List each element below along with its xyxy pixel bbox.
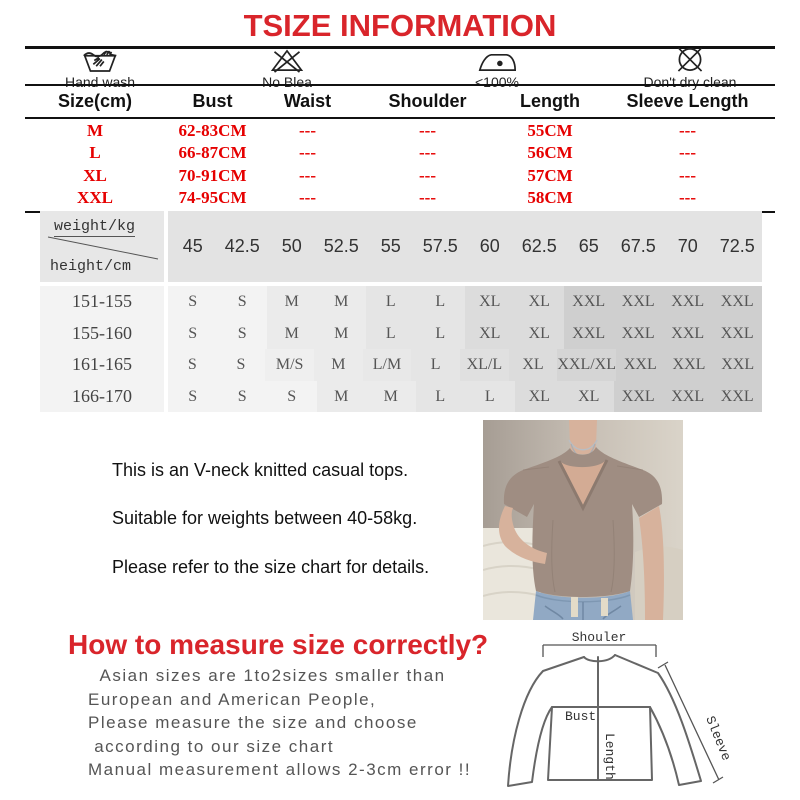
size-table-header-cell: Shoulder: [388, 91, 467, 111]
fit-matrix-weight-cell: 62.5: [515, 211, 565, 282]
size-table-row: [25, 142, 775, 164]
care-label: Don't dry clean: [643, 74, 737, 90]
fit-matrix-size-cell: S: [168, 318, 218, 350]
fit-matrix-height-cell: 151-155: [40, 286, 168, 318]
fit-matrix-size-cell: XXL: [665, 349, 714, 381]
fit-matrix-row: [40, 349, 762, 381]
measure-text-line: Please measure the size and choose: [88, 713, 418, 732]
fit-matrix-size-cell: XXL: [663, 381, 713, 413]
size-table-header-cell: Sleeve Length: [626, 91, 749, 111]
fit-matrix-weight-cell: 57.5: [416, 211, 466, 282]
fit-matrix-size-cell: XXL/XL: [557, 349, 616, 381]
corner-weight-label: weight/kg: [54, 218, 136, 235]
fit-matrix-weight-cell: 72.5: [713, 211, 763, 282]
measure-text-line: Asian sizes are 1to2sizes smaller than: [88, 666, 446, 685]
fit-matrix-body: [40, 286, 762, 412]
fit-matrix-size-cell: XXL: [614, 318, 664, 350]
fit-matrix-size-cell: XL: [515, 286, 565, 318]
fit-matrix-weight-cell: 45: [168, 211, 218, 282]
fit-matrix-size-cell: L: [416, 381, 466, 413]
fit-matrix-weight-cell: 55: [366, 211, 416, 282]
fit-matrix-weight-cell: 52.5: [317, 211, 367, 282]
size-table-header-cell: Length: [520, 91, 580, 111]
fit-matrix-size-cell: XXL: [614, 381, 664, 413]
size-table-row: [25, 187, 775, 209]
fit-matrix-weight-cell: 67.5: [614, 211, 664, 282]
fit-matrix-size-cell: L: [366, 318, 416, 350]
fit-matrix-size-cell: XXL: [663, 286, 713, 318]
size-table-cell: 66-87CM: [178, 143, 247, 163]
size-table-cell: 74-95CM: [178, 187, 247, 207]
fit-matrix-size-cell: M: [317, 318, 367, 350]
diagram-bust-label: Bust: [565, 709, 597, 724]
corner-height-label: height/cm: [50, 258, 132, 275]
fit-matrix-size-cell: XL: [465, 318, 515, 350]
fit-matrix-row: [40, 381, 762, 413]
page-title: TSIZE INFORMATION: [243, 8, 557, 43]
fit-matrix-size-cell: M: [317, 381, 367, 413]
fit-matrix-size-cell: M: [314, 349, 363, 381]
no-dry-clean-icon: [605, 50, 775, 73]
size-table-row: [25, 120, 775, 142]
size-table-cell: 55CM: [527, 121, 573, 140]
care-label: <100%: [475, 74, 519, 90]
fit-matrix-size-cell: M/S: [265, 349, 314, 381]
care-label: No Blea: [262, 74, 312, 90]
size-table-cell: ---: [419, 187, 436, 207]
measure-text-line: Manual measurement allows 2-3cm error !!: [88, 760, 472, 779]
fit-matrix-size-cell: S: [218, 318, 268, 350]
fit-matrix-size-cell: XL: [465, 286, 515, 318]
size-table-header-row: [25, 86, 775, 119]
size-table-cell: ---: [679, 121, 696, 140]
fit-matrix-size-cell: XXL: [663, 318, 713, 350]
no-bleach-icon: [202, 50, 372, 73]
size-table-cell: ---: [419, 121, 436, 140]
fit-matrix-size-cell: S: [168, 349, 217, 381]
fit-matrix-size-cell: XXL: [564, 286, 614, 318]
measure-heading: How to measure size correctly?: [68, 629, 489, 660]
fit-matrix-size-cell: XXL: [713, 349, 762, 381]
fit-matrix-row: [40, 318, 762, 350]
fit-matrix-size-cell: XXL: [713, 286, 763, 318]
size-table: [25, 84, 775, 213]
size-table-cell: ---: [419, 143, 436, 163]
fit-matrix-size-cell: M: [267, 318, 317, 350]
fit-matrix-size-cell: XXL: [713, 381, 763, 413]
model-in-vneck-top-illustration: [483, 420, 683, 620]
fit-matrix-size-cell: XL/L: [460, 349, 509, 381]
diagram-sleeve-label: Sleeve: [702, 713, 734, 763]
fit-matrix: [40, 211, 762, 412]
size-table-header-cell: Waist: [283, 91, 332, 111]
size-table-cell: XXL: [77, 187, 113, 207]
fit-matrix-size-cell: XL: [509, 349, 558, 381]
size-table-cell: ---: [299, 143, 316, 163]
size-table-cell: L: [89, 143, 101, 163]
fit-matrix-size-cell: L: [416, 286, 466, 318]
size-table-cell: 70-91CM: [178, 165, 247, 185]
size-table-cell: ---: [679, 187, 696, 207]
fit-matrix-size-cell: XXL: [614, 286, 664, 318]
fit-matrix-size-cell: S: [217, 349, 266, 381]
size-table-cell: ---: [419, 165, 436, 185]
size-table-cell: 62-83CM: [178, 121, 247, 140]
fit-matrix-size-cell: XXL: [713, 318, 763, 350]
fit-matrix-size-cell: XXL: [616, 349, 665, 381]
size-table-header-cell: Bust: [192, 91, 233, 111]
fit-matrix-size-cell: S: [218, 381, 268, 413]
size-table-cell: ---: [299, 187, 316, 207]
size-table-cell: 57CM: [527, 165, 573, 185]
fit-matrix-weight-cell: 70: [663, 211, 713, 282]
fit-matrix-size-cell: S: [168, 381, 218, 413]
measure-text-line: according to our size chart: [88, 736, 335, 756]
description-line: This is an V-neck knitted casual tops.: [112, 460, 409, 480]
fit-matrix-row: [40, 286, 762, 318]
hand-wash-icon: [15, 50, 185, 73]
fit-matrix-size-cell: L: [416, 318, 466, 350]
fit-matrix-size-cell: M: [366, 381, 416, 413]
fit-matrix-size-cell: XL: [515, 381, 565, 413]
size-table-cell: ---: [299, 165, 316, 185]
diagram-shoulder-label: Shouler: [571, 630, 627, 645]
fit-matrix-size-cell: L: [411, 349, 460, 381]
fit-matrix-weight-cell: 50: [267, 211, 317, 282]
divider-top: [25, 46, 775, 49]
fit-matrix-height-cell: 166-170: [40, 381, 168, 413]
fit-matrix-size-cell: XXL: [564, 318, 614, 350]
fit-matrix-size-cell: M: [317, 286, 367, 318]
measure-text-line: European and American People,: [88, 689, 377, 709]
size-table-header-cell: Size(cm): [57, 91, 133, 111]
size-table-cell: ---: [679, 143, 696, 163]
fit-matrix-size-cell: L: [366, 286, 416, 318]
fit-matrix-size-cell: S: [168, 286, 218, 318]
size-table-cell: XL: [83, 165, 107, 185]
size-table-body: [25, 119, 775, 211]
sweater-measure-diagram: [505, 630, 797, 800]
fit-matrix-weight-cell: 42.5: [218, 211, 268, 282]
size-table-row: [25, 165, 775, 187]
fit-matrix-size-cell: L: [465, 381, 515, 413]
fit-matrix-size-cell: XL: [564, 381, 614, 413]
size-table-cell: ---: [679, 165, 696, 185]
diagram-length-label: Length: [602, 733, 617, 780]
fit-matrix-size-cell: XL: [515, 318, 565, 350]
fit-matrix-size-cell: S: [267, 381, 317, 413]
size-table-cell: ---: [299, 121, 316, 140]
fit-matrix-header-row: [40, 211, 762, 282]
fit-matrix-size-cell: M: [267, 286, 317, 318]
size-table-cell: M: [86, 121, 104, 140]
fit-matrix-size-cell: L/M: [363, 349, 412, 381]
fit-matrix-height-cell: 155-160: [40, 318, 168, 350]
fit-matrix-weight-cell: 65: [564, 211, 614, 282]
fit-matrix-height-cell: 161-165: [40, 349, 168, 381]
description-line: Please refer to the size chart for details.: [112, 557, 430, 577]
fit-matrix-corner-cell: [40, 211, 168, 282]
product-photo: [483, 420, 683, 620]
size-table-cell: 56CM: [527, 143, 573, 163]
size-table-cell: 58CM: [527, 187, 573, 207]
fit-matrix-size-cell: S: [218, 286, 268, 318]
iron-low-temp-icon: [412, 50, 582, 73]
care-label: Hand wash: [64, 74, 136, 90]
fit-matrix-weight-cell: 60: [465, 211, 515, 282]
description-line: Suitable for weights between 40-58kg.: [112, 508, 418, 528]
